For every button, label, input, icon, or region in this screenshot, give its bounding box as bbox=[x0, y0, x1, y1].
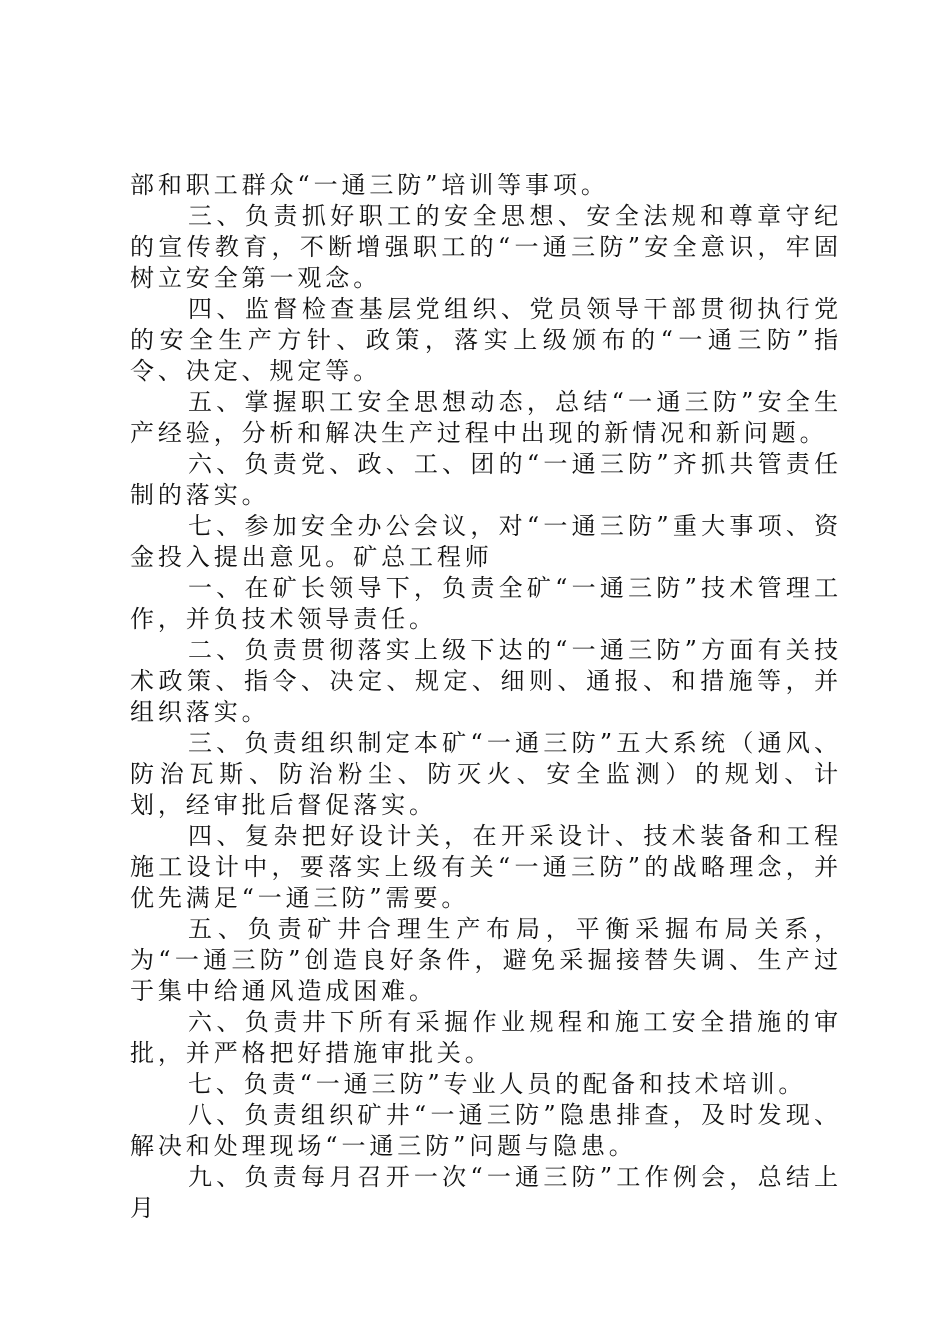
paragraph: 八、负责组织矿井“一通三防”隐患排查，及时发现、解决和处理现场“一通三防”问题与隐患。 bbox=[130, 1101, 842, 1160]
paragraph: 九、负责每月召开一次“一通三防”工作例会，总结上月 bbox=[130, 1163, 842, 1222]
paragraph: 五、负责矿井合理生产布局，平衡采掘布局关系，为“一通三防”创造良好条件，避免采掘接替失调、生产过于集中给通风造成困难。 bbox=[130, 915, 842, 1005]
paragraph: 二、负责贯彻落实上级下达的“一通三防”方面有关技术政策、指令、决定、规定、细则、通报、和措施等，并组织落实。 bbox=[130, 636, 842, 726]
paragraph: 一、在矿长领导下，负责全矿“一通三防”技术管理工作，并负技术领导责任。 bbox=[130, 574, 842, 633]
paragraph: 七、参加安全办公会议，对“一通三防”重大事项、资金投入提出意见。矿总工程师 bbox=[130, 512, 842, 571]
paragraph: 七、负责“一通三防”专业人员的配备和技术培训。 bbox=[188, 1070, 807, 1098]
paragraph: 部和职工群众“一通三防”培训等事项。 bbox=[130, 171, 609, 199]
paragraph: 五、掌握职工安全思想动态，总结“一通三防”安全生产经验，分析和解决生产过程中出现的新情况和新问题。 bbox=[130, 388, 842, 447]
paragraph: 六、负责党、政、工、团的“一通三防”齐抓共管责任制的落实。 bbox=[130, 450, 842, 509]
paragraph: 四、复杂把好设计关，在开采设计、技术装备和工程施工设计中，要落实上级有关“一通三防”的战略理念，并优先满足“一通三防”需要。 bbox=[130, 822, 842, 912]
paragraph: 六、负责井下所有采掘作业规程和施工安全措施的审批，并严格把好措施审批关。 bbox=[130, 1008, 842, 1067]
paragraph: 三、负责组织制定本矿“一通三防”五大系统（通风、防治瓦斯、防治粉尘、防灭火、安全监测）的规划、计划，经审批后督促落实。 bbox=[130, 729, 842, 819]
paragraph: 三、负责抓好职工的安全思想、安全法规和尊章守纪的宣传教育，不断增强职工的“一通三防”安全意识，牢固树立安全第一观念。 bbox=[130, 202, 842, 292]
paragraph: 四、监督检查基层党组织、党员领导干部贯彻执行党的安全生产方针、政策，落实上级颁布的“一通三防”指令、决定、规定等。 bbox=[130, 295, 842, 385]
document-body bbox=[130, 170, 842, 1224]
